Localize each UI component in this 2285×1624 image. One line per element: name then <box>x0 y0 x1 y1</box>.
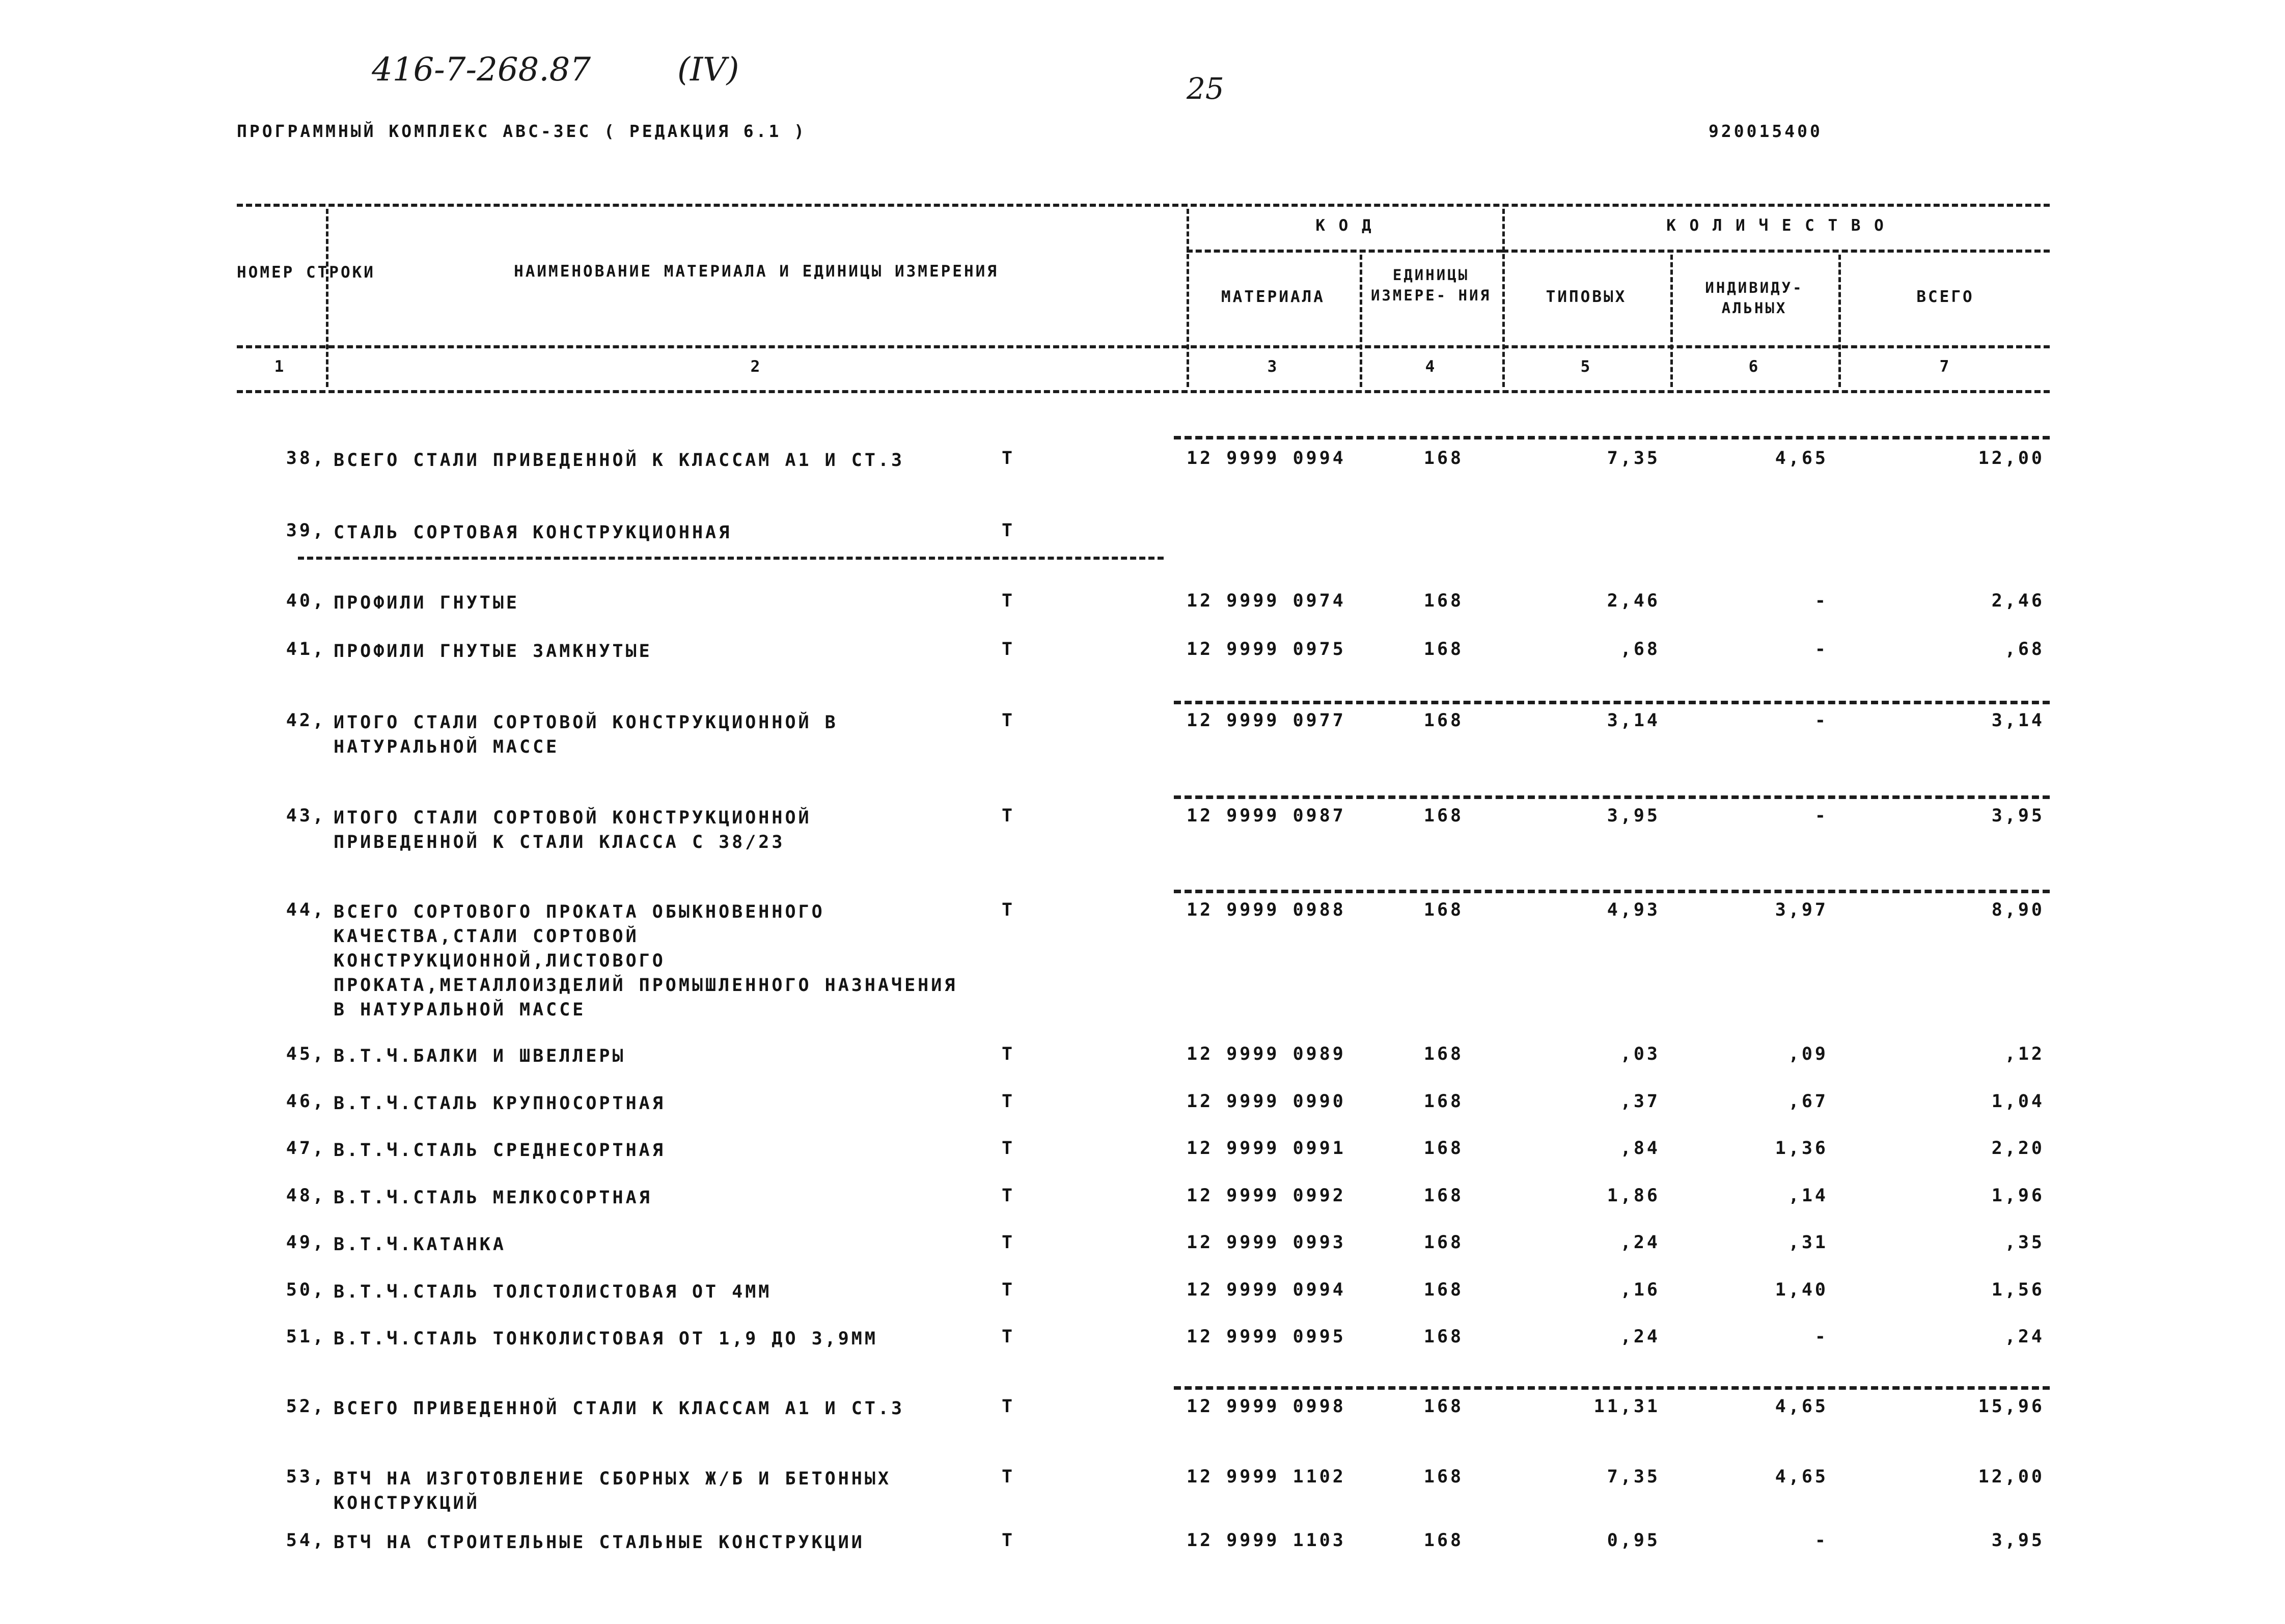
material-name: В.Т.Ч.СТАЛЬ КРУПНОСОРТНАЯ <box>334 1093 666 1114</box>
total-qty: 3,14 <box>1991 710 2045 731</box>
row-number: 52, <box>286 1396 326 1417</box>
material-name: ПРОФИЛИ ГНУТЫЕ ЗАМКНУТЫЕ <box>334 641 652 662</box>
col-number-6: 6 <box>1748 357 1760 376</box>
row-number: 53, <box>286 1467 326 1487</box>
unit-code: 168 <box>1423 1186 1464 1206</box>
material-name: СТАЛЬ СОРТОВАЯ КОНСТРУКЦИОННАЯ <box>334 522 732 543</box>
unit-mark: Т <box>1001 1467 1015 1487</box>
total-qty: ,24 <box>2004 1327 2045 1347</box>
unit-code: 168 <box>1423 1396 1464 1417</box>
unit-code: 168 <box>1423 1530 1464 1551</box>
material-name: В.Т.Ч.СТАЛЬ СРЕДНЕСОРТНАЯ <box>334 1140 666 1161</box>
col-number-3: 3 <box>1267 357 1279 376</box>
individual-qty: ,09 <box>1788 1044 1828 1064</box>
total-qty: ,35 <box>2004 1232 2045 1253</box>
typical-qty: 7,35 <box>1607 1467 1660 1487</box>
row-number: 38, <box>286 448 326 469</box>
individual-qty: 3,97 <box>1775 900 1828 920</box>
program-line: ПРОГРАММНЫЙ КОМПЛЕКС АВС-ЗЕС ( РЕДАКЦИЯ 6.1 ) <box>237 121 807 141</box>
col-number-4: 4 <box>1425 357 1437 376</box>
individual-qty: - <box>1814 1530 1828 1551</box>
unit-mark: Т <box>1001 710 1015 731</box>
total-qty: 2,46 <box>1991 591 2045 611</box>
unit-mark: Т <box>1001 1091 1015 1112</box>
individual-qty: ,14 <box>1788 1186 1828 1206</box>
individual-qty: 1,40 <box>1775 1280 1828 1300</box>
typical-qty: ,03 <box>1620 1044 1660 1064</box>
row-number: 41, <box>286 639 326 659</box>
typical-qty: ,37 <box>1620 1091 1660 1112</box>
col-number-5: 5 <box>1580 357 1592 376</box>
material-name: В.Т.Ч.СТАЛЬ МЕЛКОСОРТНАЯ <box>334 1188 652 1208</box>
row-number: 48, <box>286 1186 326 1206</box>
material-name: ИТОГО СТАЛИ СОРТОВОЙ КОНСТРУКЦИОННОЙ В НАТУРАЛЬНОЙ МАССЕ <box>334 712 838 757</box>
row-number: 51, <box>286 1327 326 1347</box>
individual-qty: 4,65 <box>1775 1396 1828 1417</box>
typical-qty: 7,35 <box>1607 448 1660 469</box>
subtotal-rule <box>1174 890 2050 893</box>
material-code: 12 9999 0994 <box>1187 448 1346 469</box>
individual-qty: - <box>1814 806 1828 826</box>
col-number-1: 1 <box>274 357 286 376</box>
material-code: 12 9999 0995 <box>1187 1327 1346 1347</box>
header-material-code: МАТЕРИАЛА <box>1221 288 1325 306</box>
section-mark: (IV) <box>677 51 739 89</box>
unit-mark: Т <box>1001 1138 1015 1159</box>
material-name: ВТЧ НА ИЗГОТОВЛЕНИЕ СБОРНЫХ Ж/Б И БЕТОННЫХ КОНСТРУКЦИЙ <box>334 1469 892 1513</box>
document-code: 416-7-268.87 <box>372 51 591 89</box>
unit-code: 168 <box>1423 1232 1464 1253</box>
total-qty: 1,96 <box>1991 1186 2045 1206</box>
subtotal-rule <box>1174 701 2050 704</box>
total-qty: 3,95 <box>1991 806 2045 826</box>
typical-qty: ,84 <box>1620 1138 1660 1159</box>
row-number: 39, <box>286 520 326 541</box>
row-number: 43, <box>286 806 326 826</box>
material-code: 12 9999 0994 <box>1187 1280 1346 1300</box>
header-unit-code: ЕДИНИЦЫ ИЗМЕРЕ- НИЯ <box>1370 266 1492 304</box>
individual-qty: - <box>1814 591 1828 611</box>
material-name: В.Т.Ч.СТАЛЬ ТОНКОЛИСТОВАЯ ОТ 1,9 ДО 3,9ММ <box>334 1329 878 1349</box>
material-code: 12 9999 0991 <box>1187 1138 1346 1159</box>
material-code: 12 9999 0974 <box>1187 591 1346 611</box>
unit-code: 168 <box>1423 1467 1464 1487</box>
header-code-group: К О Д <box>1315 216 1373 235</box>
material-name: ВСЕГО СТАЛИ ПРИВЕДЕННОЙ К КЛАССАМ А1 И СТ.3 <box>334 450 905 471</box>
material-code: 12 9999 0993 <box>1187 1232 1346 1253</box>
unit-mark: Т <box>1001 639 1015 659</box>
unit-code: 168 <box>1423 448 1464 469</box>
material-code: 12 9999 0989 <box>1187 1044 1346 1064</box>
material-code: 12 9999 0988 <box>1187 900 1346 920</box>
individual-qty: 4,65 <box>1775 1467 1828 1487</box>
unit-code: 168 <box>1423 1280 1464 1300</box>
subtotal-rule <box>1174 1386 2050 1390</box>
unit-code: 168 <box>1423 1327 1464 1347</box>
total-qty: 1,56 <box>1991 1280 2045 1300</box>
unit-mark: Т <box>1001 1396 1015 1417</box>
material-name: ПРОФИЛИ ГНУТЫЕ <box>334 593 520 613</box>
material-name: В.Т.Ч.СТАЛЬ ТОЛСТОЛИСТОВАЯ ОТ 4ММ <box>334 1282 772 1302</box>
unit-mark: Т <box>1001 1186 1015 1206</box>
unit-mark: Т <box>1001 1530 1015 1551</box>
individual-qty: ,31 <box>1788 1232 1828 1253</box>
col-number-2: 2 <box>750 357 762 376</box>
total-qty: 2,20 <box>1991 1138 2045 1159</box>
row-number: 40, <box>286 591 326 611</box>
typical-qty: ,24 <box>1620 1232 1660 1253</box>
total-qty: 15,96 <box>1978 1396 2045 1417</box>
total-qty: 8,90 <box>1991 900 2045 920</box>
material-name: ИТОГО СТАЛИ СОРТОВОЙ КОНСТРУКЦИОННОЙ ПРИВЕДЕННОЙ К СТАЛИ КЛАССА С 38/23 <box>334 808 812 852</box>
material-name: ВТЧ НА СТРОИТЕЛЬНЫЕ СТАЛЬНЫЕ КОНСТРУКЦИИ <box>334 1532 865 1553</box>
unit-code: 168 <box>1423 1091 1464 1112</box>
unit-mark: Т <box>1001 520 1015 541</box>
material-name: ВСЕГО ПРИВЕДЕННОЙ СТАЛИ К КЛАССАМ А1 И СТ.3 <box>334 1398 905 1419</box>
unit-code: 168 <box>1423 710 1464 731</box>
material-code: 12 9999 1102 <box>1187 1467 1346 1487</box>
row-number: 45, <box>286 1044 326 1064</box>
typical-qty: ,68 <box>1620 639 1660 659</box>
row-number: 47, <box>286 1138 326 1159</box>
typical-qty: ,24 <box>1620 1327 1660 1347</box>
typical-qty: 2,46 <box>1607 591 1660 611</box>
individual-qty: 4,65 <box>1775 448 1828 469</box>
individual-qty: - <box>1814 710 1828 731</box>
individual-qty: 1,36 <box>1775 1138 1828 1159</box>
typical-qty: ,16 <box>1620 1280 1660 1300</box>
typical-qty: 0,95 <box>1607 1530 1660 1551</box>
header-typical: ТИПОВЫХ <box>1546 288 1627 306</box>
job-number: 920015400 <box>1709 121 1823 141</box>
total-qty: 1,04 <box>1991 1091 2045 1112</box>
unit-code: 168 <box>1423 591 1464 611</box>
row-number: 46, <box>286 1091 326 1112</box>
unit-mark: Т <box>1001 1232 1015 1253</box>
header-total: ВСЕГО <box>1916 288 1974 306</box>
material-code: 12 9999 0998 <box>1187 1396 1346 1417</box>
unit-mark: Т <box>1001 1280 1015 1300</box>
unit-code: 168 <box>1423 639 1464 659</box>
unit-mark: Т <box>1001 1044 1015 1064</box>
typical-qty: 1,86 <box>1607 1186 1660 1206</box>
row-number: 49, <box>286 1232 326 1253</box>
header-quantity-group: К О Л И Ч Е С Т В О <box>1666 216 1886 235</box>
material-name: В.Т.Ч.КАТАНКА <box>334 1234 506 1255</box>
material-code: 12 9999 0987 <box>1187 806 1346 826</box>
material-code: 12 9999 0990 <box>1187 1091 1346 1112</box>
row-number: 42, <box>286 710 326 731</box>
individual-qty: - <box>1814 1327 1828 1347</box>
header-individual: ИНДИВИДУ- АЛЬНЫХ <box>1705 279 1804 317</box>
unit-mark: Т <box>1001 1327 1015 1347</box>
total-qty: 12,00 <box>1978 448 2045 469</box>
material-code: 12 9999 0975 <box>1187 639 1346 659</box>
unit-code: 168 <box>1423 806 1464 826</box>
material-name: В.Т.Ч.БАЛКИ И ШВЕЛЛЕРЫ <box>334 1046 626 1066</box>
unit-mark: Т <box>1001 591 1015 611</box>
total-qty: ,12 <box>2004 1044 2045 1064</box>
row-number: 44, <box>286 900 326 920</box>
typical-qty: 11,31 <box>1593 1396 1660 1417</box>
individual-qty: - <box>1814 639 1828 659</box>
row-number: 50, <box>286 1280 326 1300</box>
subtotal-rule <box>1174 795 2050 799</box>
unit-code: 168 <box>1423 1138 1464 1159</box>
header-row-number: НОМЕР СТРОКИ <box>237 263 375 282</box>
unit-mark: Т <box>1001 900 1015 920</box>
subtotal-rule <box>1174 436 2050 439</box>
typical-qty: 3,14 <box>1607 710 1660 731</box>
material-code: 12 9999 0977 <box>1187 710 1346 731</box>
unit-mark: Т <box>1001 448 1015 469</box>
unit-mark: Т <box>1001 806 1015 826</box>
section-rule <box>298 557 1164 560</box>
typical-qty: 4,93 <box>1607 900 1660 920</box>
material-name: ВСЕГО СОРТОВОГО ПРОКАТА ОБЫКНОВЕННОГО КАЧЕСТВА,СТАЛИ СОРТОВОЙ КОНСТРУКЦИОННОЙ,ЛИСТОВОГО ПРОКАТА,МЕТАЛЛОИЗДЕЛИЙ ПРОМЫШЛЕННОГО НАЗНАЧЕНИЯ В НАТУРАЛЬНОЙ МАССЕ <box>334 902 958 1020</box>
material-code: 12 9999 1103 <box>1187 1530 1346 1551</box>
individual-qty: ,67 <box>1788 1091 1828 1112</box>
typical-qty: 3,95 <box>1607 806 1660 826</box>
header-name: НАИМЕНОВАНИЕ МАТЕРИАЛА И ЕДИНИЦЫ ИЗМЕРЕНИЯ <box>514 262 999 281</box>
unit-code: 168 <box>1423 900 1464 920</box>
total-qty: ,68 <box>2004 639 2045 659</box>
total-qty: 12,00 <box>1978 1467 2045 1487</box>
page-number: 25 <box>1187 71 1224 106</box>
total-qty: 3,95 <box>1991 1530 2045 1551</box>
col-number-7: 7 <box>1939 357 1951 376</box>
row-number: 54, <box>286 1530 326 1551</box>
material-code: 12 9999 0992 <box>1187 1186 1346 1206</box>
unit-code: 168 <box>1423 1044 1464 1064</box>
